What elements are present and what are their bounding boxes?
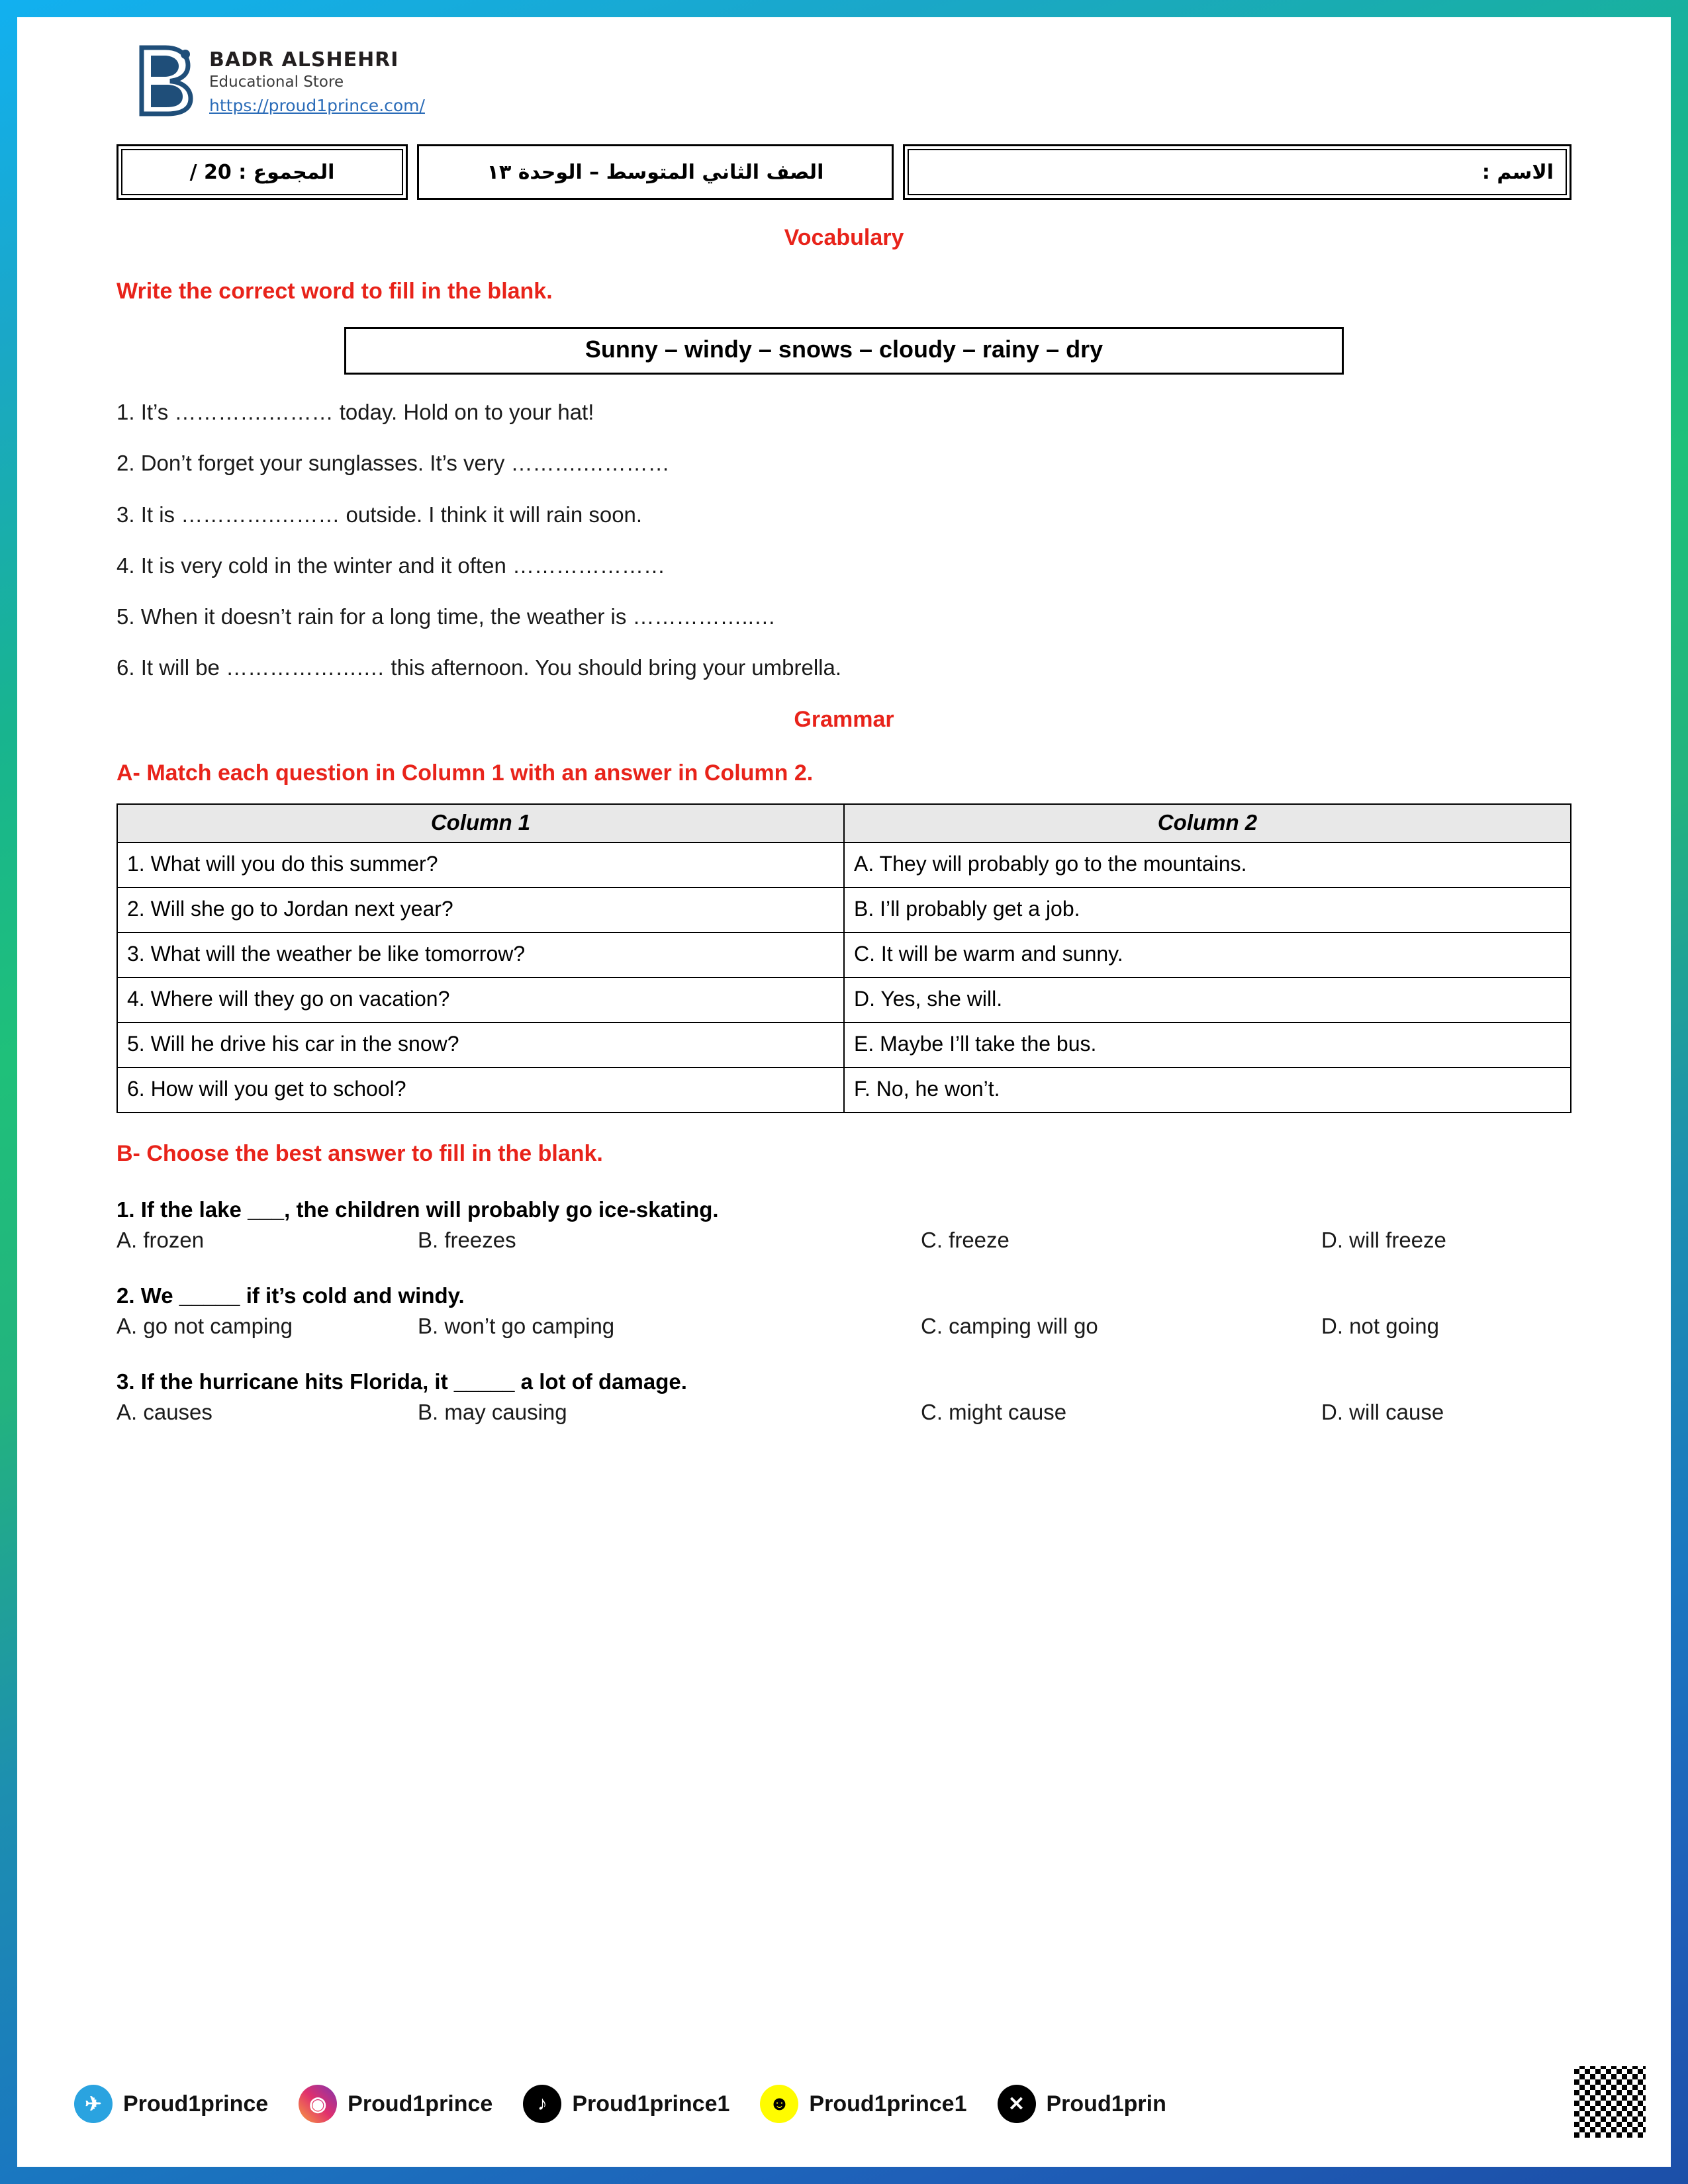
social-item-x[interactable] bbox=[998, 2085, 1166, 2123]
x-icon: ✕ bbox=[998, 2085, 1036, 2123]
column-1-cell: 5. Will he drive his car in the snow? bbox=[117, 1023, 844, 1068]
column-2-cell: C. It will be warm and sunny. bbox=[844, 933, 1571, 978]
total-score-label: المجموع : 20 / bbox=[189, 160, 335, 184]
column-1-header: Column 1 bbox=[117, 804, 844, 842]
mcq-option[interactable]: B. won’t go camping bbox=[418, 1313, 615, 1338]
mcq-question bbox=[117, 1197, 1571, 1253]
total-score-box[interactable] bbox=[117, 144, 408, 200]
mcq-option[interactable]: D. will cause bbox=[1321, 1399, 1444, 1424]
worksheet-header-row bbox=[117, 144, 1571, 200]
student-name-label: الاسم : bbox=[1481, 160, 1554, 184]
grammar-part-a-instruction: A- Match each question in Column 1 with an answer in Column 2. bbox=[117, 760, 814, 786]
social-handle: Proud1prince1 bbox=[809, 2091, 967, 2116]
column-2-cell: E. Maybe I’ll take the bus. bbox=[844, 1023, 1571, 1068]
matching-table bbox=[117, 803, 1571, 1113]
brand-url[interactable]: https://proud1prince.com/ bbox=[209, 96, 425, 115]
mcq-option[interactable]: D. not going bbox=[1321, 1313, 1439, 1338]
mcq-stem: 3. If the hurricane hits Florida, it _____ a lot of damage. bbox=[117, 1369, 687, 1394]
vocabulary-questions bbox=[117, 398, 1571, 682]
table-row bbox=[117, 978, 1571, 1023]
column-2-header: Column 2 bbox=[844, 804, 1571, 842]
mcq-option[interactable]: B. freezes bbox=[418, 1227, 516, 1252]
tiktok-icon: ♪ bbox=[523, 2085, 561, 2123]
mcq-option[interactable]: C. freeze bbox=[921, 1227, 1009, 1252]
grammar-title: Grammar bbox=[794, 706, 894, 732]
mcq-option[interactable]: A. frozen bbox=[117, 1227, 205, 1252]
social-item-tiktok[interactable] bbox=[523, 2085, 729, 2123]
mcq-option[interactable]: D. will freeze bbox=[1321, 1227, 1446, 1252]
table-row bbox=[117, 933, 1571, 978]
social-handle: Proud1prince1 bbox=[572, 2091, 730, 2116]
table-row bbox=[117, 842, 1571, 887]
student-name-box[interactable] bbox=[903, 144, 1571, 200]
mcq-option[interactable]: C. camping will go bbox=[921, 1313, 1098, 1338]
vocab-question: 1. It’s ………….……… today. Hold on to your hat! bbox=[117, 400, 594, 424]
social-item-snapchat[interactable] bbox=[760, 2085, 966, 2123]
table-row bbox=[117, 1023, 1571, 1068]
mcq-option[interactable]: A. go not camping bbox=[117, 1313, 293, 1338]
mcq-stem: 1. If the lake ___, the children will probably go ice-skating. bbox=[117, 1197, 719, 1222]
mcq-option[interactable]: A. causes bbox=[117, 1399, 212, 1424]
vocabulary-title: Vocabulary bbox=[784, 225, 904, 250]
column-2-cell: A. They will probably go to the mountains. bbox=[844, 842, 1571, 887]
grammar-part-b-instruction: B- Choose the best answer to fill in the blank. bbox=[117, 1140, 603, 1166]
column-1-cell: 2. Will she go to Jordan next year? bbox=[117, 887, 844, 933]
word-bank: Sunny – windy – snows – cloudy – rainy – dry bbox=[344, 327, 1344, 375]
vocab-question: 3. It is ………….……… outside. I think it will rain soon. bbox=[117, 502, 643, 527]
mcq-options bbox=[117, 1228, 1571, 1253]
brand-subtitle: Educational Store bbox=[209, 73, 344, 91]
table-row bbox=[117, 1068, 1571, 1113]
column-1-cell: 3. What will the weather be like tomorrow? bbox=[117, 933, 844, 978]
footer-social-bar bbox=[34, 2068, 1654, 2140]
page-canvas bbox=[17, 17, 1671, 2167]
column-1-cell: 6. How will you get to school? bbox=[117, 1068, 844, 1113]
social-handle: Proud1prince bbox=[348, 2091, 493, 2116]
column-1-cell: 4. Where will they go on vacation? bbox=[117, 978, 844, 1023]
mcq-options bbox=[117, 1400, 1571, 1425]
social-handle: Proud1prince bbox=[123, 2091, 269, 2116]
class-unit-label: الصف الثاني المتوسط – الوحدة ١٣ bbox=[487, 160, 824, 184]
table-header-row bbox=[117, 804, 1571, 842]
table-row bbox=[117, 887, 1571, 933]
column-2-cell: B. I’ll probably get a job. bbox=[844, 887, 1571, 933]
vocabulary-instruction: Write the correct word to fill in the blank. bbox=[117, 279, 553, 304]
snapchat-icon: ☻ bbox=[760, 2085, 798, 2123]
vocab-question: 5. When it doesn’t rain for a long time, the weather is ……………..… bbox=[117, 604, 776, 629]
column-2-cell: F. No, he won’t. bbox=[844, 1068, 1571, 1113]
social-item-instagram[interactable] bbox=[299, 2085, 492, 2123]
vocab-question: 6. It will be ……………….… this afternoon. You should bring your umbrella. bbox=[117, 655, 842, 680]
column-2-cell: D. Yes, she will. bbox=[844, 978, 1571, 1023]
vocab-question: 2. Don’t forget your sunglasses. It’s very ……….………… bbox=[117, 451, 670, 476]
brand-name: BADR ALSHEHRI bbox=[209, 48, 399, 71]
social-item-telegram[interactable] bbox=[74, 2085, 268, 2123]
document-content bbox=[17, 17, 1671, 2167]
mcq-stem: 2. We _____ if it’s cold and windy. bbox=[117, 1283, 465, 1308]
brand-header bbox=[136, 17, 1571, 116]
class-unit-box bbox=[417, 144, 894, 200]
badr-logo-icon bbox=[136, 44, 197, 116]
social-handle: Proud1prin bbox=[1046, 2091, 1166, 2116]
mcq-options bbox=[117, 1314, 1571, 1339]
telegram-icon: ✈ bbox=[74, 2085, 113, 2123]
vocab-question: 4. It is very cold in the winter and it often ………………… bbox=[117, 553, 665, 578]
brand-text bbox=[209, 44, 425, 115]
column-1-cell: 1. What will you do this summer? bbox=[117, 842, 844, 887]
mcq-option[interactable]: B. may causing bbox=[418, 1399, 567, 1424]
instagram-icon: ◉ bbox=[299, 2085, 337, 2123]
mcq-option[interactable]: C. might cause bbox=[921, 1399, 1067, 1424]
mcq-question bbox=[117, 1283, 1571, 1339]
qr-code-icon[interactable] bbox=[1571, 2064, 1648, 2140]
mcq-question bbox=[117, 1369, 1571, 1425]
